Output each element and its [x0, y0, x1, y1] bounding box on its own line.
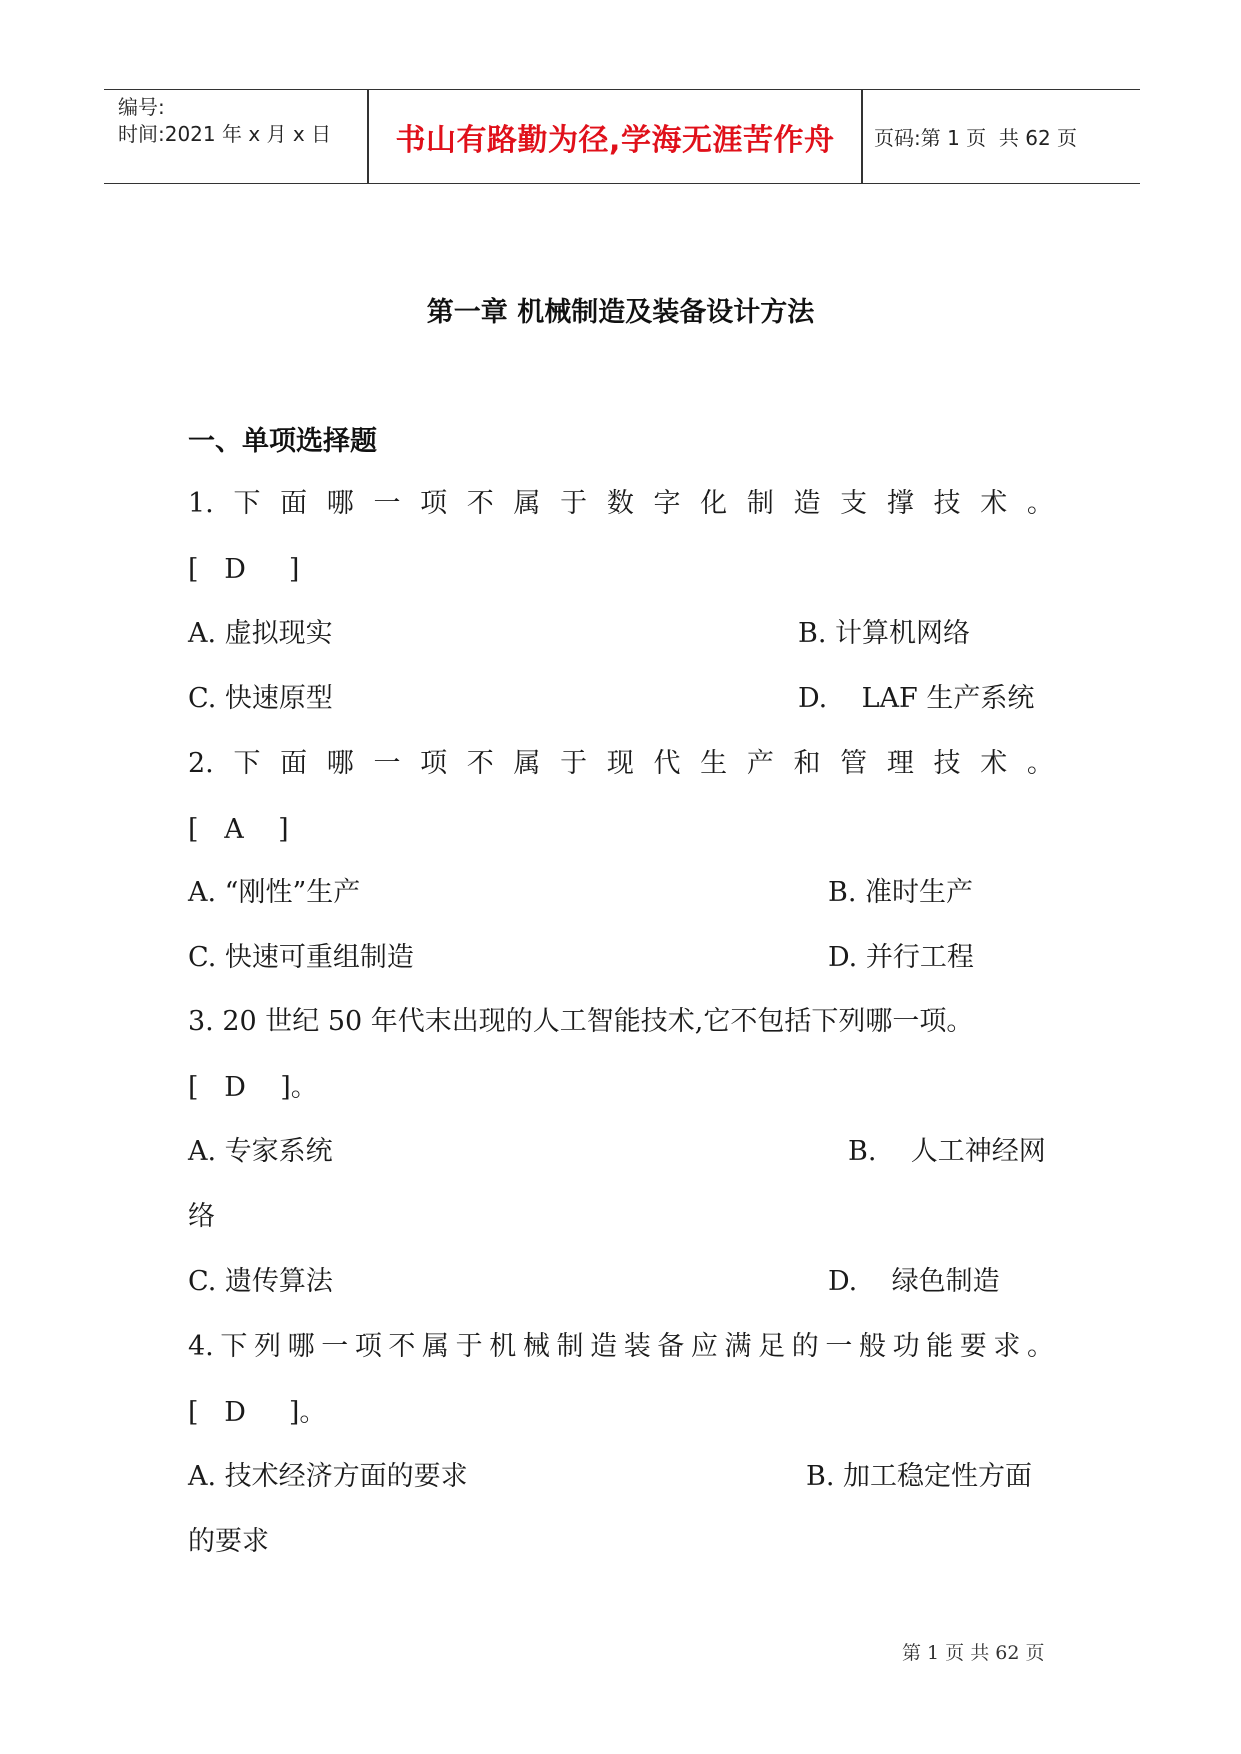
section-title: 一、单项选择题: [188, 426, 377, 457]
question-1-stem: [188, 487, 1054, 521]
stem-char: 4.: [188, 1331, 214, 1362]
stem-char: 属: [513, 748, 541, 779]
stem-char: 数: [606, 488, 634, 519]
stem-char: 支: [840, 488, 868, 519]
stem-char: 项: [420, 488, 448, 519]
stem-char: 术: [980, 748, 1008, 779]
stem-char: 属: [513, 488, 541, 519]
stem-char: 项: [354, 1331, 382, 1362]
question-1-option-d: D. LAF 生产系统: [798, 683, 1035, 714]
page-footer: 第 1 页 共 62 页: [902, 1642, 1045, 1664]
stem-char: 一: [321, 1331, 349, 1362]
stem-char: 撑: [886, 488, 914, 519]
document-header: [104, 89, 1140, 184]
stem-char: 生: [700, 748, 728, 779]
chapter-title: 第一章 机械制造及装备设计方法: [426, 297, 815, 328]
stem-char: 于: [560, 488, 588, 519]
question-3-option-b-wrap: 络: [188, 1201, 215, 1232]
header-meta: [118, 94, 358, 148]
stem-char: 哪: [326, 488, 354, 519]
stem-char: 面: [280, 748, 308, 779]
question-2-answer: [ A ]: [188, 814, 289, 845]
stem-char: 管: [840, 748, 868, 779]
stem-char: 一: [373, 748, 401, 779]
question-4-option-b-wrap: 的要求: [188, 1526, 269, 1557]
header-page-code: 页码:第 1 页 共 62 页: [874, 126, 1078, 150]
question-3-option-c: C. 遗传算法: [188, 1266, 333, 1297]
stem-char: 足: [758, 1331, 786, 1362]
stem-char: 。: [1026, 488, 1054, 519]
time-label: 时间:2021 年 x 月 x 日: [118, 122, 332, 146]
stem-char: 化: [700, 488, 728, 519]
stem-char: 下: [220, 1331, 248, 1362]
stem-char: 制: [746, 488, 774, 519]
stem-char: 1.: [188, 488, 214, 519]
question-3-option-a: A. 专家系统: [188, 1136, 333, 1167]
stem-char: 机: [489, 1331, 517, 1362]
stem-char: 能: [926, 1331, 954, 1362]
question-2-stem: [188, 747, 1054, 781]
stem-char: 列: [253, 1331, 281, 1362]
stem-char: 。: [1026, 748, 1054, 779]
stem-char: 不: [466, 748, 494, 779]
stem-char: 技: [933, 488, 961, 519]
stem-char: 面: [280, 488, 308, 519]
stem-char: 不: [466, 488, 494, 519]
question-1-answer: [ D ]: [188, 554, 300, 585]
stem-char: 技: [933, 748, 961, 779]
stem-char: 术: [980, 488, 1008, 519]
stem-char: 满: [724, 1331, 752, 1362]
stem-char: 代: [653, 748, 681, 779]
stem-char: 制: [556, 1331, 584, 1362]
stem-char: 于: [455, 1331, 483, 1362]
stem-char: 要: [959, 1331, 987, 1362]
stem-char: 项: [420, 748, 448, 779]
stem-char: 般: [858, 1331, 886, 1362]
question-2-option-d: D. 并行工程: [828, 942, 974, 973]
stem-char: 下: [233, 748, 261, 779]
question-3-stem: 3. 20 世纪 50 年代末出现的人工智能技术,它不包括下列哪一项。: [188, 1006, 974, 1037]
stem-char: 不: [388, 1331, 416, 1362]
question-2-option-c: C. 快速可重组制造: [188, 942, 414, 973]
stem-char: 2.: [188, 748, 214, 779]
question-1-option-c: C. 快速原型: [188, 683, 333, 714]
stem-char: 应: [690, 1331, 718, 1362]
stem-char: 一: [373, 488, 401, 519]
stem-char: 求: [993, 1331, 1021, 1362]
question-1-option-a: A. 虚拟现实: [188, 618, 333, 649]
question-2-option-a: A. “刚性”生产: [188, 877, 361, 908]
stem-char: 一: [825, 1331, 853, 1362]
stem-char: 理: [886, 748, 914, 779]
question-4-option-a: A. 技术经济方面的要求: [188, 1461, 468, 1492]
stem-char: 的: [791, 1331, 819, 1362]
stem-char: 哪: [326, 748, 354, 779]
stem-char: 。: [1027, 1331, 1054, 1362]
question-1-option-b: B. 计算机网络: [798, 618, 971, 649]
question-3-option-d: D. 绿色制造: [828, 1266, 1000, 1297]
stem-char: 造: [590, 1331, 618, 1362]
stem-char: 备: [657, 1331, 685, 1362]
question-3-option-b: B. 人工神经网: [848, 1136, 1046, 1167]
stem-char: 和: [793, 748, 821, 779]
question-3-answer: [ D ]。: [188, 1072, 318, 1103]
stem-char: 于: [560, 748, 588, 779]
stem-char: 下: [233, 488, 261, 519]
stem-char: 字: [653, 488, 681, 519]
stem-char: 产: [746, 748, 774, 779]
question-2-option-b: B. 准时生产: [828, 877, 974, 908]
question-4-answer: [ D ]。: [188, 1397, 327, 1428]
stem-char: 功: [892, 1331, 920, 1362]
stem-char: 现: [606, 748, 634, 779]
question-4-option-b: B. 加工稳定性方面: [806, 1461, 1033, 1492]
number-label: 编号:: [118, 95, 165, 119]
stem-char: 械: [522, 1331, 550, 1362]
stem-char: 属: [422, 1331, 450, 1362]
header-divider: [861, 90, 863, 183]
stem-char: 哪: [287, 1331, 315, 1362]
stem-char: 装: [623, 1331, 651, 1362]
question-4-stem: [188, 1330, 1054, 1364]
stem-char: 造: [793, 488, 821, 519]
header-motto: 书山有路勤为径,学海无涯苦作舟: [395, 122, 835, 158]
